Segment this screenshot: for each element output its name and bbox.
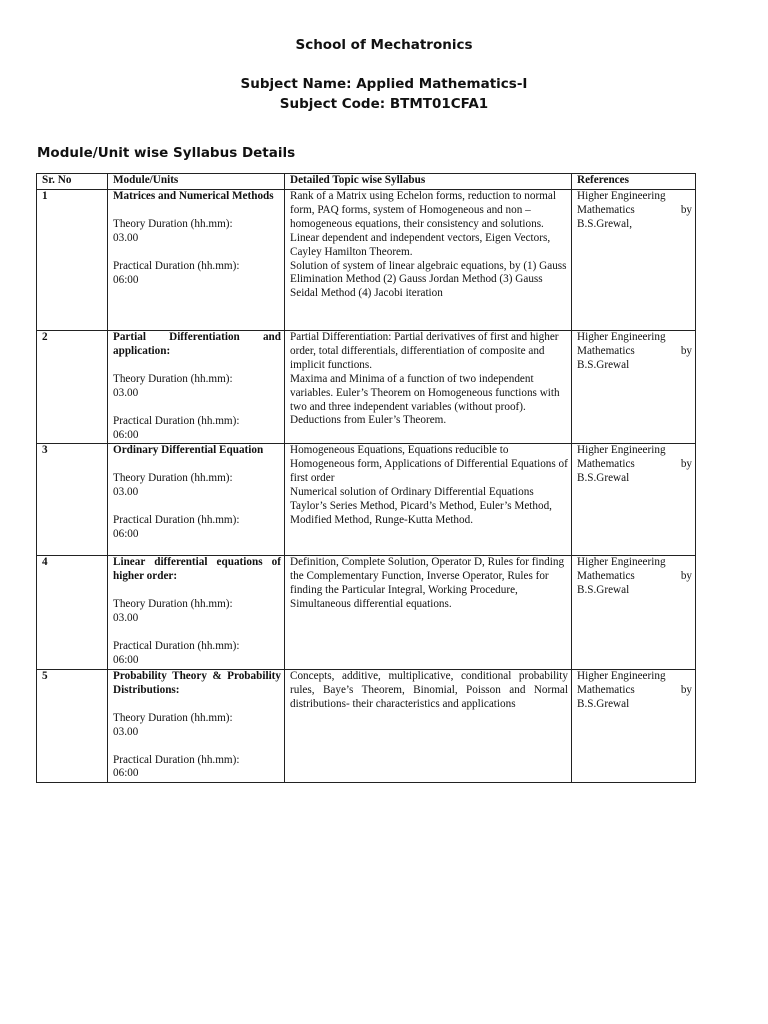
practical-duration-value: 06:00: [113, 273, 139, 286]
practical-duration-label: Practical Duration (hh.mm):: [113, 753, 240, 766]
reference-title: Higher Engineering: [577, 556, 666, 569]
theory-duration-label: Theory Duration (hh.mm):: [113, 711, 233, 724]
theory-duration: [113, 373, 281, 401]
theory-duration: [113, 712, 281, 740]
module-cell: [108, 669, 285, 782]
syllabus-table: [36, 173, 696, 783]
theory-duration-value: 03.00: [113, 386, 139, 399]
reference-title: Higher Engineering: [577, 190, 666, 202]
topics-cell: [285, 444, 572, 556]
reference-title: Higher Engineering: [577, 669, 666, 682]
table-row: [37, 190, 696, 331]
sr-no: 1: [42, 190, 48, 202]
sr-no-cell: [37, 331, 108, 444]
reference-line: [577, 345, 692, 359]
subject-name: Subject Name: Applied Mathematics-I: [240, 76, 528, 92]
topic-paragraph: Solution of system of linear algebraic equations, by (1) Gauss Elimination Method (2) Gauss Jordan Method (3) Gauss Seidal Method (4) Jacobi iteration: [290, 259, 567, 300]
sr-no: 2: [42, 331, 48, 343]
practical-duration-label: Practical Duration (hh.mm):: [113, 514, 240, 527]
practical-duration-label: Practical Duration (hh.mm):: [113, 414, 240, 427]
sr-no: 4: [42, 556, 48, 569]
reference-mathematics: Mathematics: [577, 570, 635, 583]
reference-title: Higher Engineering: [577, 444, 666, 457]
reference-line: [577, 570, 692, 584]
subject-code: Subject Code: BTMT01CFA1: [279, 96, 489, 112]
practical-duration: [113, 514, 281, 542]
sr-no: 3: [42, 444, 48, 457]
theory-duration: [113, 472, 281, 500]
module-name: Matrices and Numerical Methods: [113, 190, 274, 202]
reference-by: by: [680, 344, 692, 357]
theory-duration-label: Theory Duration (hh.mm):: [113, 217, 233, 230]
references-cell: [572, 444, 696, 556]
practical-duration: [113, 415, 281, 443]
theory-duration-value: 03.00: [113, 612, 139, 625]
module-name: Linear differential equations of higher order:: [113, 556, 281, 583]
references-cell: [572, 190, 696, 331]
reference-title: Higher Engineering: [577, 331, 666, 343]
reference-mathematics: Mathematics: [577, 344, 635, 357]
theory-duration-value: 03.00: [113, 486, 139, 499]
reference-mathematics: Mathematics: [577, 458, 635, 471]
school-title: School of Mechatronics: [295, 37, 473, 53]
theory-duration-label: Theory Duration (hh.mm):: [113, 472, 233, 485]
topic-paragraph: Concepts, additive, multiplicative, conditional probability rules, Baye’s Theorem, Binomial, Poisson and Normal distributions- their characteristics and applications: [290, 669, 568, 710]
topics-cell: [285, 669, 572, 782]
sr-no-cell: [37, 444, 108, 556]
column-header-references: References: [572, 174, 696, 190]
module-cell: [108, 444, 285, 556]
reference-line: [577, 684, 692, 698]
column-header-topics: Detailed Topic wise Syllabus: [285, 174, 572, 190]
topic-paragraph: Maxima and Minima of a function of two independent variables. Euler’s Theorem on Homogeneous functions with two and three independent variables (without proof). Deductions from Euler’s Theorem.: [290, 372, 560, 427]
practical-duration-label: Practical Duration (hh.mm):: [113, 640, 240, 653]
theory-duration-label: Theory Duration (hh.mm):: [113, 372, 233, 385]
reference-by: by: [680, 203, 692, 216]
table-row: [37, 444, 696, 556]
reference-by: by: [680, 683, 692, 696]
topics-cell: [285, 331, 572, 444]
reference-mathematics: Mathematics: [577, 683, 635, 696]
table-body: [37, 190, 696, 783]
reference-by: by: [680, 570, 692, 583]
module-name: Probability Theory & Probability Distributions:: [113, 669, 281, 696]
theory-duration-value: 03.00: [113, 725, 139, 738]
references-cell: [572, 669, 696, 782]
sr-no: 5: [42, 669, 48, 682]
module-name: Ordinary Differential Equation: [113, 444, 264, 457]
reference-author: B.S.Grewal: [577, 472, 630, 485]
practical-duration-value: 06:00: [113, 767, 139, 780]
module-name: Partial Differentiation and application:: [113, 331, 281, 357]
theory-duration-label: Theory Duration (hh.mm):: [113, 598, 233, 611]
sr-no-cell: [37, 669, 108, 782]
sr-no-cell: [37, 190, 108, 331]
reference-author: B.S.Grewal: [577, 584, 630, 597]
reference-mathematics: Mathematics: [577, 203, 635, 216]
module-cell: [108, 190, 285, 331]
topic-paragraph: Numerical solution of Ordinary Differential Equations Taylor’s Series Method, Picard’s Method, Euler’s Method, Modified Method, Runge-Kutta Method.: [290, 486, 552, 526]
column-header-module: Module/Units: [108, 174, 285, 190]
reference-line: [577, 204, 692, 218]
practical-duration: [113, 260, 281, 288]
reference-author: B.S.Grewal,: [577, 217, 632, 230]
practical-duration-label: Practical Duration (hh.mm):: [113, 259, 240, 272]
reference-line: [577, 458, 692, 472]
practical-duration: [113, 640, 281, 668]
table-row: [37, 331, 696, 444]
column-header-sr-no: Sr. No: [37, 174, 108, 190]
topic-paragraph: Partial Differentiation: Partial derivatives of first and higher order, total differentials, differentiation of composite and implicit functions.: [290, 331, 559, 371]
topic-paragraph: Rank of a Matrix using Echelon forms, reduction to normal form, PAQ forms, system of Homogeneous and non –homogeneous equations, their consistency and solutions. Linear dependent and independent vectors, Eigen Vectors, Cayley Hamilton Theorem.: [290, 190, 556, 258]
reference-author: B.S.Grewal: [577, 358, 630, 371]
table-row: [37, 669, 696, 782]
practical-duration: [113, 754, 281, 782]
table-header-row: [37, 174, 696, 190]
practical-duration-value: 06:00: [113, 528, 139, 541]
reference-by: by: [680, 458, 692, 471]
theory-duration: [113, 218, 281, 246]
topic-paragraph: Definition, Complete Solution, Operator D, Rules for finding the Complementary Function, Inverse Operator, Rules for finding the Particular Integral, Working Procedure, Simultaneous differential equations.: [290, 556, 565, 611]
section-title: Module/Unit wise Syllabus Details: [37, 145, 296, 161]
theory-duration: [113, 598, 281, 626]
reference-author: B.S.Grewal: [577, 697, 630, 710]
references-cell: [572, 331, 696, 444]
topics-cell: [285, 190, 572, 331]
theory-duration-value: 03.00: [113, 231, 139, 244]
sr-no-cell: [37, 556, 108, 669]
module-cell: [108, 331, 285, 444]
module-cell: [108, 556, 285, 669]
topics-cell: [285, 556, 572, 669]
practical-duration-value: 06:00: [113, 653, 139, 666]
references-cell: [572, 556, 696, 669]
topic-paragraph: Homogeneous Equations, Equations reducible to Homogeneous form, Applications of Differential Equations of first order: [290, 444, 568, 485]
table-row: [37, 556, 696, 669]
practical-duration-value: 06:00: [113, 428, 139, 441]
